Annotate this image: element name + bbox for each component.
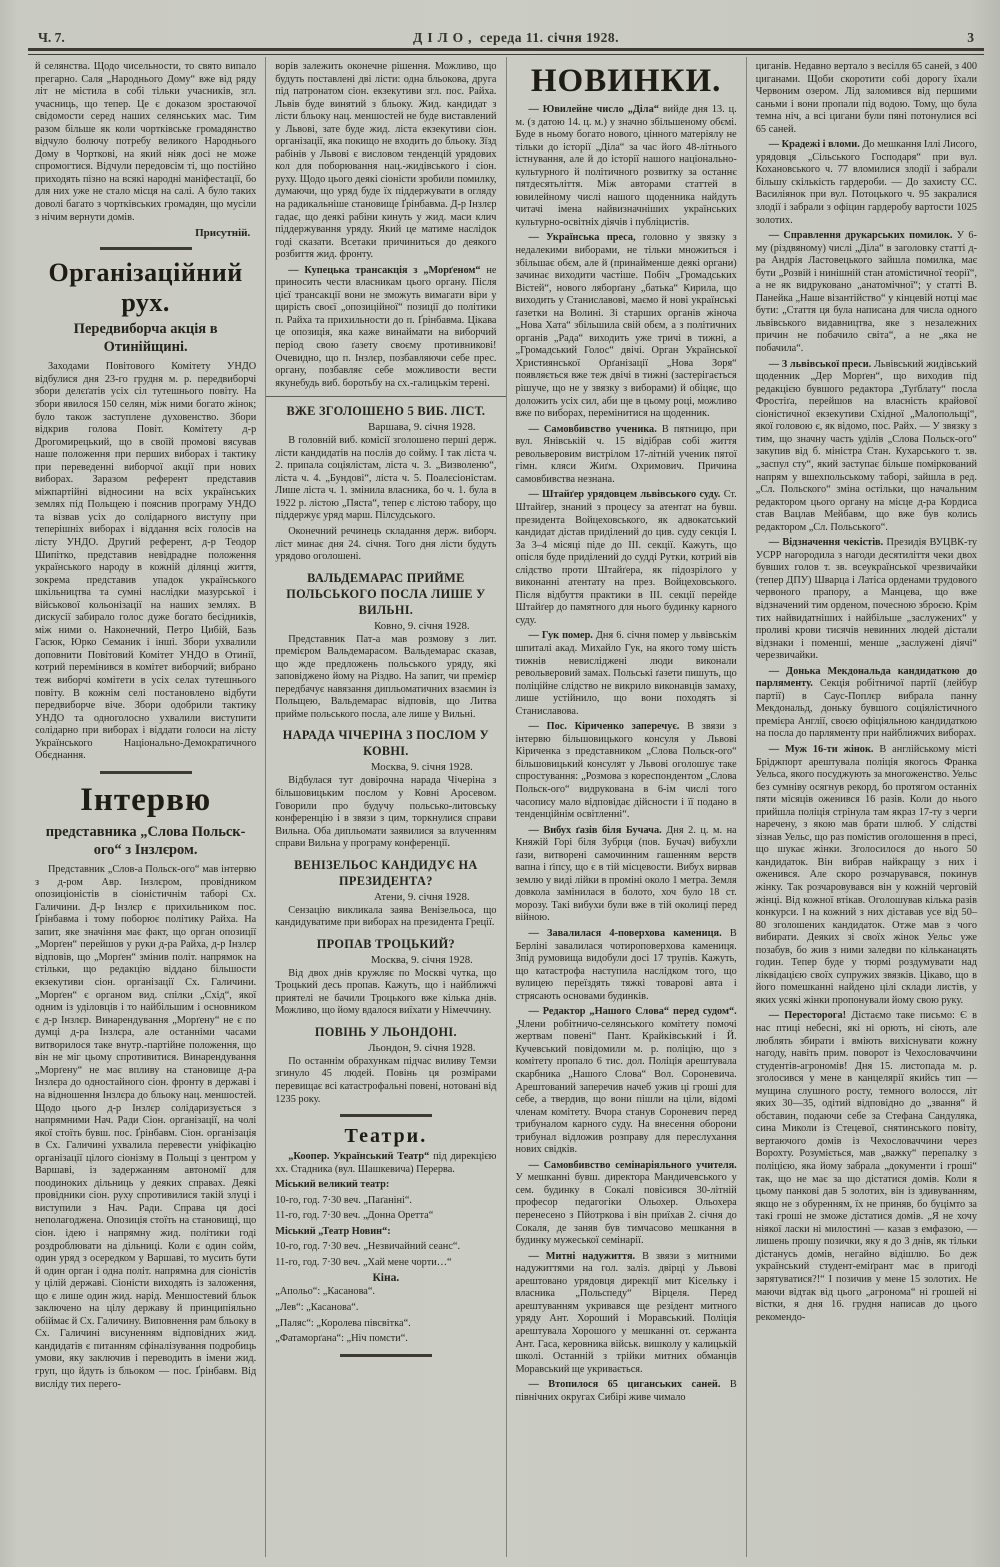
- news-item-lead: — Муж 16-ти жінок.: [768, 743, 880, 755]
- news-item: — Самовбивство ученика. В пятницю, при вул. Янівській ч. 15 відібрав собі життя револьверовим вистрілом 17-літній ученик пятої гімн. кляси Жиґм. Охримович. Причина самовбивства незнана.: [515, 423, 737, 485]
- news-item: — Донька Мекдональда кандидаткою до парляменту. Секція робітничої партії (лейбур партії) в Саус-Поплєр вибрала панну Мекдональд, доньку бувшого соціялістичного премієра Англії, своєю офіціяльною кандидаткою на посла до парляменту при найближчих виборах.: [755, 665, 978, 740]
- news-item: — Пересторога! Дістаємо таке письмо: Є в нас птиці небесні, які ні орють, ні сіють, але люблять збирати і вміють вихіснувати кожну нагоду, навіть прим. поворот із Чехословаччини студентів-агрономів! Дня 15. листопада м. р. зголосився у мене в канцелярії якийсь тип — мущина слушного росту, темного волосся, літ яких 30—35, одітий відповідно до „звання“ й обставин, подаючи себе за Стефана Сандуляка, сина Миколи із Стецевої, снятинського повіту, вертаючого домів із Чехословаччини через Ворохту. Розуміється, мав „важку“ перепалку з поліцією, яка йому забрала „документи і гроші“ так, що не має за що дістатися домів. Коли я цьому панкові дав 5 золотих, він із здивуванням, якщо не з обуренням, їх не приняв, бо буцімто за такі гроші не зможе дістатися домів. „Я не хочу ніякої ласки ні милостині — казав з емфазою, — лишень прошу позички, яку я до 3 днів, як тільки дістанусь домів, негайно відішлю. Бо деж український студент-еміґрант має в пригоді зарятуватися?!“ І позичив у мене 15 золотих. Не маючи відтак від цього „агронома“ ні грошей ні вістки, я дня 16. грудня написав до цього рекомендо-: [755, 1010, 978, 1323]
- news-item: — Редактор „Нашого Слова“ перед судом“. „Члени робітничо-селянського комітету помочі жертвам повені“ Пант. Крайківський і Й. Кучевський повідомили м. р. поліцію, що з комітету пропало 6 тис. дол. Поліція арештувала скарбника „Нашого Слова“ Вол. Сороневича. Арештований заперечив начеб ужив ці гроші для себе, а твердив, що вони пішли на ціли, відомі членам комітету. Вчора станув Сороневич перед трибуналом карного суду. На внесення оборони трибунал відложив розправу для переслухання нових свідків.: [515, 1006, 737, 1156]
- news-item-lead: — Митні надужиття.: [528, 1250, 643, 1262]
- paragraph: В головній виб. комісії зголошено перші держ. лісти кандидатів на послів до сойму. І так ліста ч. 2. припала соціялістам, ліста ч. 3. „Визволеню“, ліста ч. 4. „Бундові“, ліста ч. 5. Поалєсіоністам. Лише ліста ч. 1. змінила власника, бо ч. 1. була в 1922 р. лістою „Пяста“, тепер є лістою табору, що піддержує уряд марш. Пілсудського.: [275, 435, 497, 522]
- paragraph: Від двох днів кружляє по Москві чутка, що Троцький десь пропав. Кажуть, що і найближчі приятелі не бачили Троцького вже кілька днів. Можливо, що йому вдалося виїхати у Німеччину.: [275, 967, 497, 1017]
- issue-date: середа 11. січня 1928.: [479, 30, 620, 45]
- news-item-lead: — Українська преса,: [528, 232, 643, 244]
- news-item-lead: — Донька Мекдональда кандидаткою до парляменту.: [755, 665, 977, 690]
- bold-line: Міський „Театр Новин“:: [275, 1225, 391, 1237]
- paragraph: 10-го, год. 7·30 веч. „Паґаніні“.: [275, 1194, 412, 1206]
- section-label: Кіна.: [372, 1272, 400, 1285]
- news-item-lead: — Самовбивство ученика.: [528, 423, 662, 435]
- header-rule: [28, 48, 984, 55]
- news-item-lead: — Редактор „Нашого Слова“ перед судом“.: [528, 1006, 737, 1018]
- news-item: — Митні надужиття. В звязи з митними надужиттями на гол. заліз. двірці у Львові арештовано урядовця дирекції мит Кісельку і власника „Польспеду“ Вірцеля. Перед арештуванням укривався ще резідент митного уряду Ант. Хороший і Моравський. Поліція арештувала Хорошого у мешканні от. сержанта Ант. Гаса, керовника військ. вишколу у калицькій школі. Останній з трійки митних обманців Моравський ще укривається.: [515, 1250, 737, 1375]
- paragraph: 11-го, год. 7·30 веч. „Хай мене чорти…“: [275, 1256, 452, 1268]
- masthead: ДІЛО,: [413, 30, 477, 45]
- column-4: [747, 57, 986, 1557]
- masthead-line: [413, 30, 619, 46]
- news-item: — Купецька трансакція з „Морґеном“ не приносить чести власникам цього органу. Після цієї трансакції вони не зможуть вимагати віри у щирість своєї „опозиційної“ позиції до політики п. Райха та прихильности до п. Ґрінбавма. Цікава це опозиція, яка каже винаймати на виборчий період свою ґазету своєму противникові! Очевидно, що п. Інзлєр, позбавляючи себе прес. органу, позбавляє себе можливости вести якунебудь виб. боротьбу на сх.-галицькім терені.: [275, 264, 497, 389]
- issue-number: Ч. 7.: [38, 30, 65, 45]
- bold-line: Міський великий театр:: [275, 1179, 390, 1191]
- news-item-lead: — Гук помер.: [528, 630, 596, 642]
- divider: [266, 396, 505, 397]
- news-item-lead: — Завалилася 4-поверхова камениця.: [528, 928, 730, 939]
- divider: [100, 771, 192, 774]
- news-item: „Коопер. Український Театр“ під дирекцією хх. Стадника (вул. Шашкевича) Перерва.: [275, 1151, 497, 1175]
- news-item: — З львівської преси. Львівський жидівський щоденник „Дер Морґен“, що виходив під редакцією бувшого редактора „Туґблату“ посла Фростіґа, перейшов на власність крайової сіоністичної екзекутиви Східної „Малопольщі“, якої головою є, як відомо, пос. Райх. — У звязку з тим, що значну часть уділів „Слова Польск-ого“ закупив від б. міністра Стан. Кухарського т. зв. „заспул сту“, який заступає більше поміркований напрям у вшехпольському таборі, зайшла в ред. „Сл. Польского“ зміна остільки, що начальним редактором цього органу на місце д-ра Кордиса став Вацлав Мейбавм, що вже був колись редактором „Сл. Польського“.: [755, 358, 977, 533]
- article-heading: Організаційний рух.: [48, 258, 243, 318]
- section-heading: НАРАДА ЧІЧЕРІНА З ПОСЛОМ У КОВНІ.: [282, 728, 489, 759]
- section-heading: ВЕНІЗЕЛЬОС КАНДИДУЄ НА ПРЕЗИДЕНТА?: [294, 857, 478, 888]
- news-item: — Відзначення чекістів. Президія ВУЦВК-ту УСРР нагородила з нагоди десятиліття чеки двох бувших голов т. зв. всеукраїнської чрезвичайки (тепер ДПУ) Шварца і Латіса орденами трудового червоного прапору, а Манцева, що вже відзначений тим орденом, почесною зброєю. Крім тих найвидатніших і найбільше „заслужених“ у проливі крови тисячів невинних людей дістали відзнаки і поменші, менше „заслужені діячі“ черезвичайки.: [755, 537, 977, 662]
- news-item-lead: — Штайґер урядовцем львівського суду.: [528, 489, 724, 501]
- news-item-lead: — Ювилейне число „Діла“: [528, 104, 663, 115]
- paragraph: ворів залежить оконечне рішення. Можливо, що будуть поставлені дві лісти: одна бльокова, друга під патронатом сіон. екзекутиви згл. пос. Райха. Львів буде винятий з бльоку. Жид. кандидат з лісти бльоку нац. меншостей не буде виставлений у Львові, зате буде жид. ліста екзекутиви сіон. організації, яка покищо не входить до бльоку. Зїзд рабінів у Львові є висловом тенденцій урядових кол для поборювання нац.-жидівського і сіон. руху. Щодо цього деякі сіоністи зробили помилку, думаючи, що уряд буде їх піддержувати в огляду на радикальніше становище Ґрінбавма. Д-р Інзлєр гадає, що деякі рабіни кинуть у жид. маси клич піддержування уряду. Який це матиме наслідок годі сказати. Всетаки причиниться до деякого розбиття жид. фронту.: [275, 61, 497, 261]
- news-item: — Завалилася 4-поверхова камениця. В Берліні завалилася чотироповерхова камениця. Зпід румовища видобули досі 17 трупів. Кажуть, що катастрофа наступила наслідком того, що вулицею переїздять тяжкі товарові авта і стрясають основами будинків.: [515, 928, 737, 1002]
- news-item: — Втопилося 65 циганських саней. В північних округах Сибірі живе чимало: [515, 1379, 737, 1403]
- news-item: — Крадежі і вломи. До мешкання Іллі Лисого, урядовця „Сільського Господаря“ при вул. Кохановського ч. 77 вломилися злодії і забрали більшу скількість гардероби. — До захисту СС. Василіянок при вул. Потоцького ч. 95 закралися злодії і забрали з офіцин гардеробу вартости 1025 золотих.: [755, 139, 977, 226]
- article-subheading: Передвиборча акція в Отинійщині.: [73, 321, 218, 356]
- paragraph: „Фатаморґана“: „Ніч помсти“.: [275, 1333, 408, 1345]
- article-heading: Інтервю: [80, 781, 212, 818]
- paragraph: й селянства. Щодо чисельности, то свято випало прегарно. Саля „Народнього Дому“ вже від ряду літ не містила в собі тільки учасників, згл. учасниць, що тепер. Це є доказом зростаючої свідомости серед наших селянських мас. Тим разом більше як коли чортківське громадянство відчуло болючу потребу великого Народнього Дому в Чорткові, на який ніяк досі не може спромогтися. Відчули передовсім ті, що постійно приходять пізно на всякі народні маніфестації, бо для них уже не стало місця на салі. А було таких доволі багато з чортківських громадян, що мусіли з нічим вернути домів.: [35, 61, 257, 223]
- divider: [340, 1354, 432, 1357]
- column-3: [507, 57, 747, 1557]
- news-item-lead: — Купецька трансакція з „Морґеном“: [288, 264, 487, 276]
- paragraph: Відбулася тут довірочна нарада Чічеріна з більшовицьким послом у Ковні Аросевом. Говорили про будучу польсько-литовську конференцію і в звязи з цим, торкнулися справи Вильна. Оба дипльомати заявилися за влученням справи Вильна у програму конференції.: [275, 775, 497, 850]
- paragraph: Представник „Слов-а Польск-ого“ мав інтервю з д-ром Авр. Інзлєром, провідником опозиціоністів в сіоністичнім таборі Сх. Галичини. Д-р Інзлєр є прихильником пос. Ґрінбавма і тому поборює політику Райха. На запит, яке значіння має факт, що орган опозиції „Морґен“ перейшов у руки д-ра Райха, д-р Інзлєр відповів, що „Морґен“ змінив політ. напрямок на стільки, що редакцію віддано більшости екзекутиви сіон. організації Сх. Галичини. „Морґен“ є органом вид. спілки „Схід“, якої одним із уділовців і то найбільшим і основником є д-р Інзлєр. Винарендування „Морґену“ не є по думці д-ра Інзлєра, але останніми часами витворилося таке внутр.-партійне положення, що він не міг цьому спротивитися. Винарендування „Морґену“ не має впливу на становище д-ра Інзлєра до одностайного сіон. фронту в державі і на відношення Інзлєра до бльоку нац. меншостей. Щодо цього д-р Інзлєр солідаризується з напрямними Нач. Ради Сіон. організації, на чолі якої стоїть бувш. пос. Ґрінбавм. Сіон. організація в Сх. Галичині ухвалила перевести уніфікацію організації цілого сіонізму в Польщі з центром у Варшаві, із задержанням автономії для поодиноких дільниць у деяких справах. Деякі провідники сіон. руху спротивилися такій злуці і виступили з Нач. Ради. Справа ця досі неполагоджена. Опозиція стоїть на становищі, що сіон. ідею і напрямну жид. політики годі роздроблювати на дільниці. Коли є один сойм, один уряд з осередком у Варшаві, то мусить бути й один орган і одна політ. напрямна для сіоністів у цілій державі. Сіоністи виходять із заложення, що є лише один жид. нарід. Меншостевий бльок заключено на цілу державу й принципіяльно обіймає й Сх. Галичину. Виповнення рам бльоку в Сх. Галичині висуненням відповідних жид. кандидатів є питанням сфіналізування подробиць умови, яку заключив і переводить в імени жид. груп, що йдуть із бльоком — пос. Ґрінбавм. Від висліду тих перего-: [35, 864, 257, 1390]
- article-subheading: представника „Слова Польск-ого“ з Інзлєром.: [45, 823, 246, 858]
- news-item: — Справлення друкарських помилок. У 6-му (різдвяному) числі „Діла“ в заголовку статті д-ра Андрія Ластовецького зайшла помилка, має бути „Розвій і нинішній стан атомістичної теорії“, а не як видруковано „анатомічної“; у статті В. Панейка „Наше візантійство“ у кінцевій нотці має бути: „Стаття ця була написана для числа одного львівського видавництва, яке з незалежних причин не побачило світа“, а не „яка не побачила“.: [755, 230, 977, 355]
- news-item-lead: — З львівської преси.: [768, 358, 874, 370]
- paragraph: Заходами Повітового Комітету УНДО відбулися дня 23-го грудня м. р. передвиборчі збори делєґатів усіх сіл тутешнього повіту. На збори явилося 150 селян, між ними богато жінок; було також заступлене духовенство. Збори відкрив голова Повіт. Комітету д-р Дрогомирецький, що в своїй промові вясував наше положення при перших виборах і тактику при переведенні виборчої акції при нових виборах. Заразом референт представив міжпартійні відносини на всіх українських землях під Польщею і пояснив програму УНДО та візвав усіх до солідарного виступу при теперішніх виборах і віддання всіх голосів на лісту УНДО. Другий референт, д-р Теодор Шипітко, представив невідрадне положення українського народу в кожній ділянці життя, зокрема представив упадок українського шкільництва та сумні наслідки мазурської і військової кольонізації на наших землях. В дискусії забирало голос дуже богато бесідників, між ними о. Наконечний, Петро Цибій, Базь Гасюк, Юрко Семаник і інші. Збори ухвалили доповнити Повітовий Комітет УНДО в Отинії, котрий перемінився в комітет виборчий; вибрано теж виборчі комітети в усіх селах тутешнього повіту. В кожнім селі постановлено відбути передвиборче віче. Збори одобрили тактику УНДО та одноголосно ухвалили виступити солідарно при виборах і віддати голоси на лісту Українського Національно-Демократичного Обєднання.: [35, 361, 257, 762]
- page-header: [26, 0, 986, 48]
- news-item-lead: — Самовбивство семінаріяльного учителя.: [528, 1159, 737, 1171]
- divider: [340, 1114, 432, 1117]
- column-1: [26, 57, 266, 1557]
- news-item-lead: — Відзначення чекістів.: [768, 537, 887, 549]
- paragraph: циганів. Недавно вертало з весілля 65 саней, з 400 циганами. Щоби скоротити собі дорогу їхали Червоним озером. Лід заломився від першими саньми і вони пропали під водою. Тому, що була темна ніч, а всі цигани були пяні потонулися всі 65 саней.: [755, 61, 977, 135]
- section-heading: ВАЛЬДЕМАРАС ПРИЙМЕ ПОЛЬСЬКОГО ПОСЛА ЛИШЕ У ВИЛЬНІ.: [286, 570, 486, 617]
- news-item: — Українська преса, головно у звязку з недалекими виборами, не тільки множиться і збільшає обєм, але й (принайменше деякі органи) зачинає виходити частіше. Побіч „Громадських Вістей“, нового ляборґану „батька“ Кирила, що виходить у Станиславові, маємо й нові українські ґазетки на Волині. Зі старших органів жіноча „Нова Хата“ збільшила свій обєм, а з політичних органів „Рада“ виходить уже тричі в тижні, а „Громадський Голос“ двічі. Орган Української Християнської Орґанізації „Нова Зоря“ появляється вже теж двічі в тижні (застерігається рішуче, що не у звязку з виборами) й обіцяє, що доложить усіх сил, аби ще в цьому році, можливо вже по виборах, перемінитися на щоденник.: [515, 232, 737, 420]
- dateline: Варшава, 9. січня 1928.: [368, 421, 476, 434]
- section-heading: ВЖЕ ЗГОЛОШЕНО 5 ВИБ. ЛІСТ.: [286, 404, 486, 419]
- dateline: Ковно, 9. січня 1928.: [374, 619, 470, 632]
- news-item-lead: — Справлення друкарських помилок.: [768, 230, 957, 242]
- news-item-lead: — Вибух ґазів біля Бучача.: [528, 824, 667, 836]
- news-item-lead: — Пос. Кіриченко заперечує.: [528, 721, 688, 733]
- news-item-lead: — Пересторога!: [768, 1010, 852, 1022]
- section-heading: ПРОПАВ ТРОЦЬКИЙ?: [316, 936, 455, 951]
- news-item: — Самовбивство семінаріяльного учителя. У мешканні бувш. директора Мандичевського у сем. будинку в Сокалі повісився 30-літній професор педагогіки Ольохер. Ольохера перенесено з Пйотркова і він приїхав 2. січня до Сокаля, де заняв був тимчасово мешкання в будинку мужеської семінарії.: [515, 1159, 737, 1247]
- news-item-lead: — Втопилося 65 циганських саней.: [528, 1379, 730, 1391]
- paragraph: Представник Пат-а мав розмову з лит. премієром Вальдемарасом. Вальдемарас сказав, що жде предложень польського уряду, які заповіджено йому на Різдво. На запит, чи премієр передбачує навязання дипльоматичних взаємин із Польщею, Вальдемарас відповів, що Литва прийме польського посла, але лише у Вильні.: [275, 633, 497, 720]
- column-container: [26, 57, 986, 1557]
- dateline: Москва, 9. січня 1928.: [370, 953, 473, 966]
- page-number: 3: [967, 30, 974, 45]
- paragraph: Оконечний речинець складання держ. виборч. ліст минає дня 24. січня. Того дня лісти будуть урядово оголошені.: [275, 526, 497, 563]
- divider: [100, 247, 192, 250]
- news-item: — Ювилейне число „Діла“ вийде дня 13. ц. м. (з датою 14. ц. м.) у значно збільшеному обємі. Буде в ньому богато нового, цінного матеріялу не тільки до історії „Діла“ за час його 48-літнього істнування, але й до історії нашого національно-культурного й політичного розвитку за останнє пятдесятьліття. Між авторами статтей в ювилейному числі нашого щоденника найдуть читачі імена найвизначніших українських культурно-освітніх діячів і публіцистів.: [515, 104, 737, 228]
- paragraph: „Лев“: „Касанова“.: [275, 1302, 359, 1314]
- paragraph: „Апольо“: „Касанова“.: [275, 1286, 376, 1298]
- news-item: — Штайґер урядовцем львівського суду. Ст. Штайґер, знаний з процесу за атентат на бувш. президента Войцеховського, як адвокатський кандидат дістав приділений до цив. суду секція І. За 3–4 місяці піде до III. секції. Кажуть, що опісля буде приділений до судді Рутки, котрий вів слідство проти Штайґера, як підозрілого у виконанні атентату на през. Войцеховського. Після відбуття практики в III. секції перейде Штайґер до памятного для нього будинку карного суду.: [515, 489, 737, 626]
- paragraph: 11-го, год. 7·30 веч. „Донна Оретта“: [275, 1210, 434, 1222]
- article-heading: НОВИНКИ.: [530, 63, 722, 99]
- news-item: — Вибух ґазів біля Бучача. Дня 2. ц. м. на Княжій Горі біля Зубрця (пов. Бучач) вибухли ґази, витворені самочинним гашенням верств вапна і ґіпсу, що є в тій місцевости. Вибух вирвав землю у виді лійки в проміні около 1 метра. Земля довкола замінилася в болото, хоч було 18 ст. морозу. Такі вибухи були вже в тій околиці перед війною.: [515, 824, 737, 924]
- signature: Присутній.: [195, 227, 251, 240]
- dateline: Москва, 9. січня 1928.: [370, 761, 473, 774]
- news-item: — Пос. Кіриченко заперечує. В звязи з інтервю більшовицького консуля у Львові Кіриченка з представником „Слова Польск-ого“ більшовицький консулят у Львові оголошує таке спростування: „Розмова з кореспондентом „Слова Польск-ого“ видрукована в 6-ім числі того часопису мало відповідає дійсности і її подано в тенденційнім освітленні“.: [515, 721, 737, 821]
- paragraph: По останнім обрахункам підчас виливу Темзи згинуло 45 людей. Повінь ця розмірами перевищає всі катастрофальні повені, нотовані від 1235 року.: [275, 1055, 497, 1105]
- paragraph: Сензацію викликала заява Венізельоса, що кандидуватиме при виборах на президента Греції.: [275, 904, 497, 929]
- dateline: Атени, 9. січня 1928.: [374, 890, 470, 903]
- news-item-lead: „Коопер. Український Театр“: [288, 1151, 434, 1163]
- news-item: — Муж 16-ти жінок. В англійському місті Бріджпорт арештувала поліція якогось Франка Уельса, якого посуджують за многоженство. Уельс без сумніву осягнув рекорд, бо протягом останніх пяти місяців оженився 16 разів. Коли до нього прийшла поліція стрінула там якраз 17-ту з черги наречену, з якою мав брати шлюб. У слідстві зізнав Уельс, що раз помістив оголошення в пресі, що шукає жінки. Зголосилося до нього 50 кандидаток. Він вибрав найкращу з них і оженився. Але скоро розчарувався, покинув жінку. Так розчаровувався він у кожній черговій жінці. Від кожної втікав. Оголошував кілька разів конкурси. І на кожний з них діставав усе від 50–80 зголошених кандидаток. Отже мав з чого вибирати. Деяких зі своїх жінок Уельс уже позабув, бо жив з ними заледви по кільканацять годин. Тепер буде у тюрмі роздумувати над ліквідацією своїх супружих звязків. Цікаво, що в його помешканні найдено цілі склади листів, у яких усякі жінки пропонували йому свою руку.: [755, 743, 977, 1006]
- paragraph: 10-го, год. 7·30 веч. „Незвичайний сеанс“.: [275, 1241, 461, 1253]
- news-item: — Гук помер. Дня 6. січня помер у львівськім шпиталі акад. Михайло Гук, на якого тому шість тижнів невисліджені люди виконали револьверовий замах. Польські ґазети пишуть, що поліційне слідство не викрило виконавців замаху, лише устійнило, що вони походять зі Станиславова.: [515, 630, 737, 717]
- section-heading: ПОВІНЬ У ЛЬОНДОНІ.: [314, 1024, 457, 1039]
- news-item-lead: — Крадежі і вломи.: [768, 139, 863, 151]
- column-2: [266, 57, 506, 1557]
- paragraph: „Паляс“: „Королева півсвітка“.: [275, 1317, 411, 1329]
- dateline: Льондон, 9. січня 1928.: [368, 1041, 476, 1054]
- section-title: Театри.: [344, 1125, 428, 1148]
